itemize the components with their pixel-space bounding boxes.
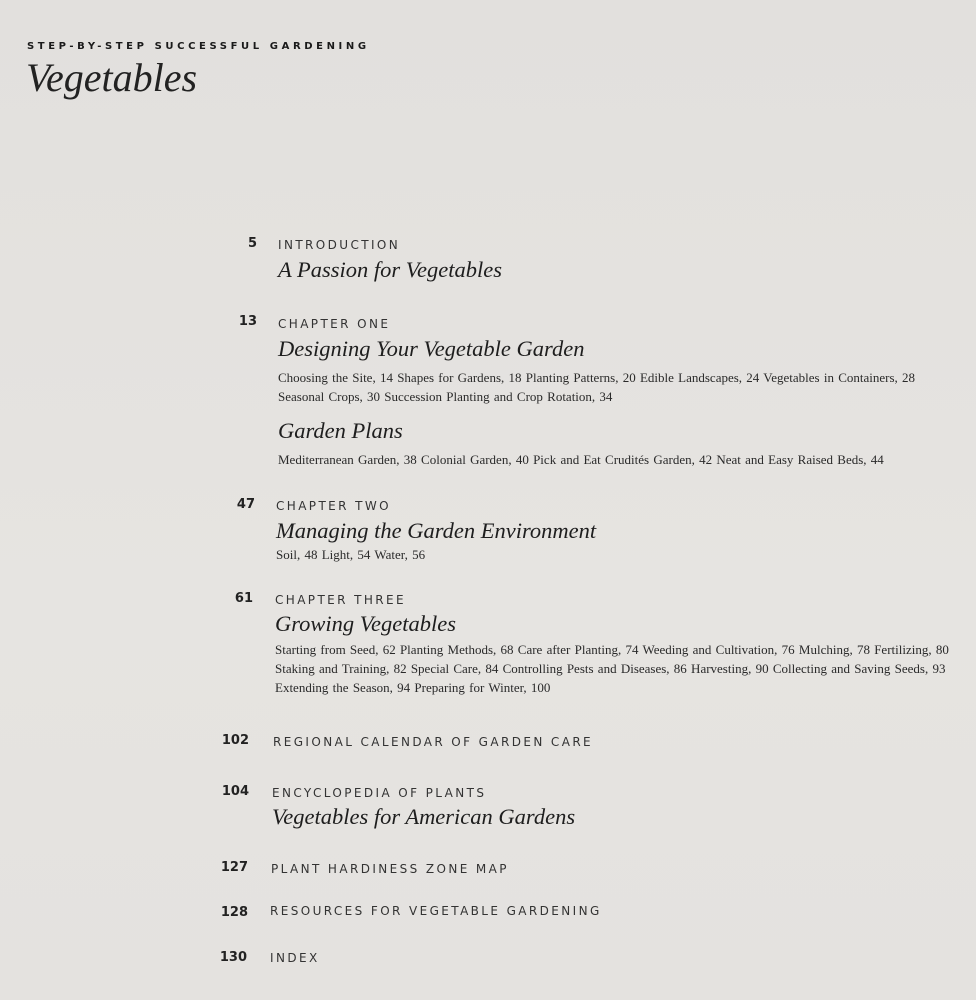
- toc-label-resources[interactable]: RESOURCES FOR VEGETABLE GARDENING: [270, 904, 602, 918]
- toc-title-encyclopedia[interactable]: Vegetables for American Gardens: [272, 804, 576, 829]
- toc-page-resources: 128: [220, 905, 248, 920]
- toc-section-garden-plans[interactable]: Garden Plans: [278, 418, 403, 443]
- toc-subsections-chapter-one: Choosing the Site, 14 Shapes for Gardens, 18 Planting Patterns, 20 Edible Landscapes, 24 Vegetables in Containers, 28 Seasonal Crops, 30 Succession Planting and Crop Rotation, 34: [278, 370, 916, 404]
- toc-label-index[interactable]: INDEX: [270, 951, 320, 965]
- toc-page-introduction: 5: [247, 236, 257, 251]
- toc-label-chapter-three[interactable]: CHAPTER THREE: [275, 593, 406, 607]
- toc-label-chapter-two[interactable]: CHAPTER TWO: [276, 499, 391, 513]
- toc-title-chapter-three[interactable]: Growing Vegetables: [275, 611, 457, 636]
- book-title: Vegetables: [26, 55, 198, 100]
- toc-page-chapter-three: 61: [234, 591, 253, 606]
- toc-subsections-chapter-three: Starting from Seed, 62 Planting Methods, 68 Care after Planting, 74 Weeding and Cultivation, 76 Mulching, 78 Fertilizing, 80 Staking and Training, 82 Special Care, 84 Controlling Pests and Diseases, 86 Harvesting, 90 Collecting and Saving Seeds, 93 Extending the Season, 94 Preparing for Winter, 100: [275, 642, 949, 695]
- toc-page-index: 130: [219, 950, 247, 965]
- toc-subsections-garden-plans: Mediterranean Garden, 38 Colonial Garden, 40 Pick and Eat Crudités Garden, 42 Neat and Easy Raised Beds, 44: [278, 452, 884, 467]
- toc-label-zone-map[interactable]: PLANT HARDINESS ZONE MAP: [271, 862, 509, 876]
- toc-label-encyclopedia[interactable]: ENCYCLOPEDIA OF PLANTS: [272, 786, 487, 800]
- toc-title-chapter-two[interactable]: Managing the Garden Environment: [276, 518, 597, 543]
- toc-page-chapter-two: 47: [236, 497, 255, 512]
- series-title: STEP-BY-STEP SUCCESSFUL GARDENING: [27, 41, 370, 52]
- toc-title-introduction[interactable]: A Passion for Vegetables: [278, 257, 502, 282]
- toc-page-chapter-one: 13: [238, 314, 257, 329]
- toc-title-chapter-one[interactable]: Designing Your Vegetable Garden: [278, 336, 585, 361]
- toc-page-encyclopedia: 104: [221, 784, 249, 799]
- toc-label-chapter-one[interactable]: CHAPTER ONE: [278, 317, 391, 331]
- toc-label-introduction[interactable]: INTRODUCTION: [278, 238, 401, 252]
- toc-label-calendar[interactable]: REGIONAL CALENDAR OF GARDEN CARE: [273, 735, 594, 749]
- toc-page-calendar: 102: [221, 733, 249, 748]
- toc-page-zone-map: 127: [220, 860, 248, 875]
- toc-subsections-chapter-two: Soil, 48 Light, 54 Water, 56: [276, 547, 426, 562]
